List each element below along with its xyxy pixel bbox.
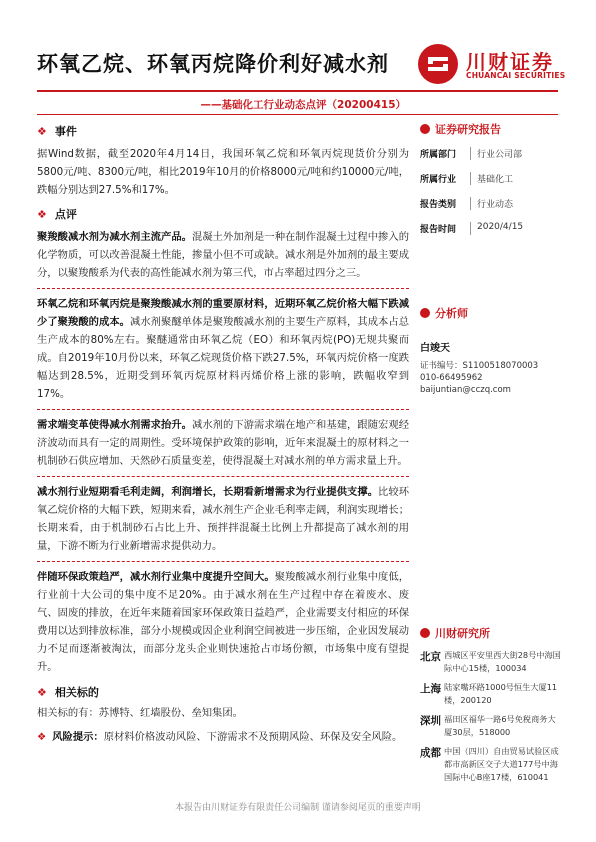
address-chengdu: 成都 中国（四川）自由贸易试验区成都市高新区交子大道177号中海国际中心B座17楼，610041 xyxy=(420,746,559,782)
report-icon xyxy=(420,124,430,134)
analyst-email[interactable]: baijuntian@cczq.com xyxy=(420,385,511,395)
section-divider xyxy=(37,476,409,477)
section-divider xyxy=(37,409,409,410)
targets-heading: ❖ 相关标的 xyxy=(37,685,99,699)
info-row-industry: 所属行业 基础化工 xyxy=(420,172,562,185)
report-subtitle: ——基础化工行业动态点评（20200415） xyxy=(200,99,406,111)
section-divider xyxy=(37,288,409,289)
diamond-icon: ❖ xyxy=(37,124,47,138)
logo-name: 川财证券 xyxy=(466,50,554,74)
comment-paragraph-1: 聚羧酸减水剂为减水剂主流产品。混凝土外加剂是一种在制作混凝土过程中掺入的化学物质，可以改善混凝土性能，掺量小但不可或缺。减水剂是外加剂的最主要成分，以聚羧酸系为代表的高性能减水剂为第三代，市占率超过四分之三。 xyxy=(37,231,409,279)
comment-paragraph-4: 减水剂行业短期看毛利走阔，利润增长，长期看新增需求为行业提供支撑。比较环氧乙烷价格的大幅下跌，短期来看，减水剂生产企业毛利率走阔，利润实现增长；长期来看，由于机制砂石占比上升、预拌拌混凝土比例上升都提高了减水剂的用量，下游不断为行业新增需求提供动力。 xyxy=(37,486,410,552)
analyst-cert: 证书编号：S1100518070003 xyxy=(420,361,539,371)
info-row-date: 报告时间 2020/4/15 xyxy=(420,222,524,235)
targets-text: 相关标的有：苏博特、红墙股份、垒知集团。 xyxy=(37,707,243,719)
address-shanghai: 上海 陆家嘴环路1000号恒生大厦11楼，200120 xyxy=(420,682,558,705)
header-rule xyxy=(37,90,558,92)
analyst-name: 白竣天 xyxy=(420,343,450,354)
info-row-category: 报告类别 行业动态 xyxy=(420,197,562,210)
main-column xyxy=(37,118,409,746)
diamond-icon: ❖ xyxy=(37,207,47,221)
logo-emblem-icon xyxy=(418,44,458,84)
comment-heading: ❖ 点评 xyxy=(37,207,77,221)
comment-paragraph-2: 环氧乙烷和环氧丙烷是聚羧酸减水剂的重要原材料，近期环氧乙烷价格大幅下跌减少了聚羧酸的成本。减水剂聚醚单体是聚羧酸减水剂的主要生产原料，其成本占总生产成本的80%左右。聚醚通常由环氧乙烷（EO）和环氧丙烷(PO)无规共聚而成。自2019年10月份以来，环氧乙烷现货价格下跌27.5%，环氧丙烷价格一度跌幅达到28.5%，近期受到环氧丙烷原材料丙烯价格上涨的影响，跌幅收窄到17%。 xyxy=(37,298,410,400)
comment-paragraph-5: 伴随环保政策趋严，减水剂行业集中度提升空间大。聚羧酸减水剂行业集中度低，行业前十大公司的集中度不足20%。由于减水剂在生产过程中存在着废水、废气、固废的排放，在近年来随着国家环保政策日益趋严，企业需要支付相应的环保费用以达到排放标准，部分小规模或因企业利润空间被进一步压缩，企业因发展动力不足而逐渐被淘汰，而部分龙头企业则快速抢占市场份额，市场集中度有望提升。 xyxy=(37,571,410,673)
event-text: 据Wind数据，截至2020年4月14日，我国环氧乙烷和环氧丙烷现货价分别为5800元/吨、8300元/吨，相比2019年10月的价格8000元/吨和约10000元/吨，跌幅分别达到27.5%和17%。 xyxy=(37,148,409,196)
comment-paragraph-3: 需求端变革使得减水剂需求抬升。减水剂的下游需求端在地产和基建，跟随宏观经济波动而具有一定的周期性。受环境保护政策的影响，近年来混凝土的原材料之一机制砂石供应增加、天然砂石质量变差，使得混凝土对减水剂的单方需求量上升。 xyxy=(37,419,409,467)
event-heading: ❖ 事件 xyxy=(37,124,77,138)
address-shenzhen: 深圳 福田区福华一路6号免税商务大厦30层，518000 xyxy=(420,714,556,737)
institute-icon xyxy=(420,628,430,638)
logo-subtitle: CHUANCAI SECURITIES xyxy=(466,71,566,80)
person-icon xyxy=(420,308,430,318)
institute-heading: 川财研究所 xyxy=(420,625,562,641)
header-thin-rule xyxy=(37,114,558,115)
analyst-phone: 010-66495962 xyxy=(420,373,483,383)
page-footer: 本报告由川财证券有限责任公司编制 谨请参阅尾页的重要声明 xyxy=(175,803,421,813)
report-title: 环氧乙烷、环氧丙烷降价利好减水剂 xyxy=(37,51,389,76)
report-type-heading: 证券研究报告 xyxy=(420,121,562,137)
address-beijing: 北京 西城区平安里西大街28号中海国际中心15楼，100034 xyxy=(420,650,561,673)
section-divider xyxy=(37,561,409,562)
analyst-heading: 分析师 xyxy=(420,305,562,321)
risk-paragraph: ❖ 风险提示：原材料价格波动风险、下游需求不及预期风险、环保及安全风险。 xyxy=(37,731,403,743)
diamond-icon: ❖ xyxy=(37,685,47,699)
sidebar xyxy=(420,118,562,784)
company-logo xyxy=(418,44,566,88)
info-row-department: 所属部门 行业公司部 xyxy=(420,147,562,160)
diamond-icon: ❖ xyxy=(37,731,47,743)
